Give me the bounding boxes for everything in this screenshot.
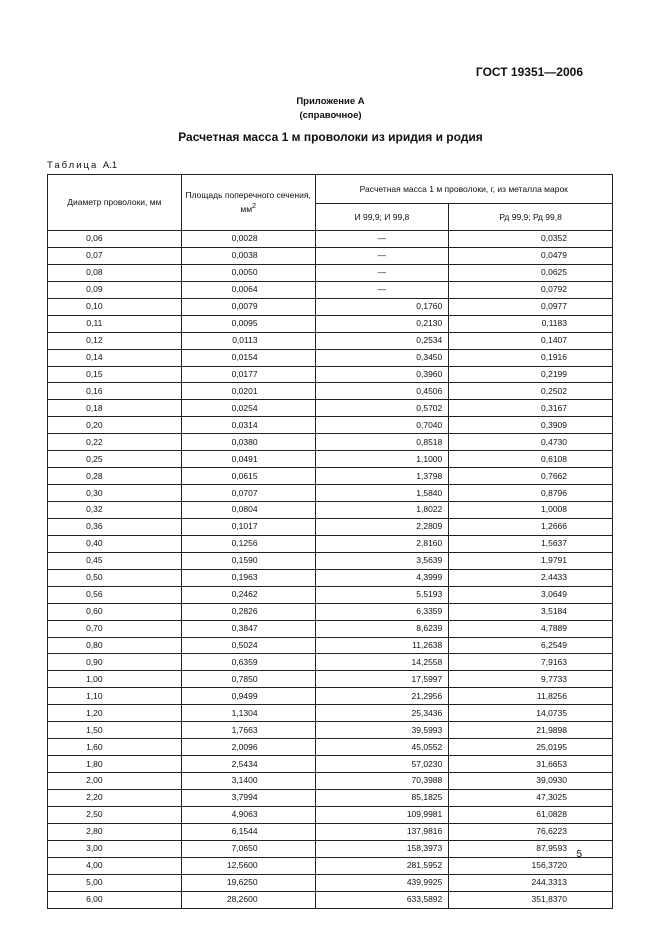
cell-diameter: 0,30 (48, 485, 182, 502)
table-row (48, 586, 613, 603)
table-row (48, 756, 613, 773)
cell-mass-rhodium: 0,4730 (449, 434, 613, 451)
cell-diameter: 0,08 (48, 264, 182, 281)
cell-area: 0,0314 (181, 417, 315, 434)
table-row (48, 773, 613, 790)
cell-mass-iridium: 439,9925 (315, 874, 449, 891)
cell-mass-rhodium: 0,6108 (449, 451, 613, 468)
cell-mass-iridium: 11,2638 (315, 637, 449, 654)
cell-mass-iridium: 57,0230 (315, 756, 449, 773)
cell-area: 0,7850 (181, 671, 315, 688)
cell-diameter: 2,80 (48, 823, 182, 840)
cell-area: 0,0177 (181, 366, 315, 383)
cell-area: 7,0650 (181, 840, 315, 857)
page-number: 5 (576, 849, 582, 860)
cell-diameter: 0,60 (48, 603, 182, 620)
table-row (48, 552, 613, 569)
cell-mass-iridium: 1,8022 (315, 502, 449, 519)
table-row (48, 705, 613, 722)
cell-diameter: 0,25 (48, 451, 182, 468)
table-row (48, 840, 613, 857)
cell-diameter: 1,50 (48, 722, 182, 739)
cell-area: 4,9063 (181, 806, 315, 823)
document-title: Расчетная масса 1 м проволоки из иридия и родия (178, 130, 483, 144)
table-row (48, 315, 613, 332)
cell-diameter: 0,36 (48, 518, 182, 535)
cell-area: 0,0064 (181, 281, 315, 298)
cell-mass-iridium: 0,7040 (315, 417, 449, 434)
cell-mass-rhodium: 1,0008 (449, 502, 613, 519)
table-row (48, 620, 613, 637)
cell-area: 0,0038 (181, 247, 315, 264)
cell-mass-iridium: 0,1760 (315, 298, 449, 315)
cell-area: 6,1544 (181, 823, 315, 840)
cell-area: 1,7663 (181, 722, 315, 739)
table-row (48, 654, 613, 671)
wire-mass-table (47, 174, 613, 909)
cell-mass-rhodium: 3,0649 (449, 586, 613, 603)
cell-mass-rhodium: 0,2502 (449, 383, 613, 400)
cell-mass-rhodium: 0,8796 (449, 485, 613, 502)
cell-mass-rhodium: 3,5184 (449, 603, 613, 620)
table-row (48, 264, 613, 281)
table-row (48, 502, 613, 519)
cell-area: 2,5434 (181, 756, 315, 773)
cell-diameter: 0,10 (48, 298, 182, 315)
cell-mass-rhodium: 6,2549 (449, 637, 613, 654)
table-row (48, 298, 613, 315)
cell-diameter: 0,90 (48, 654, 182, 671)
cell-mass-rhodium: 7,9163 (449, 654, 613, 671)
cell-mass-rhodium: 0,3167 (449, 400, 613, 417)
cell-diameter: 2,20 (48, 789, 182, 806)
cell-mass-rhodium: 39,0930 (449, 773, 613, 790)
cell-mass-rhodium: 0,0977 (449, 298, 613, 315)
cell-diameter: 0,40 (48, 535, 182, 552)
cell-area: 0,0154 (181, 349, 315, 366)
cell-mass-iridium: 0,4506 (315, 383, 449, 400)
table-row (48, 874, 613, 891)
cell-mass-rhodium: 0,7662 (449, 468, 613, 485)
cell-mass-iridium: 0,3450 (315, 349, 449, 366)
table-row (48, 722, 613, 739)
cell-diameter: 1,60 (48, 739, 182, 756)
header-area-superscript: 2 (252, 202, 256, 211)
cell-mass-iridium: 0,2130 (315, 315, 449, 332)
cell-mass-rhodium: 0,0792 (449, 281, 613, 298)
cell-area: 0,0707 (181, 485, 315, 502)
table-row (48, 349, 613, 366)
cell-area: 0,0201 (181, 383, 315, 400)
cell-area: 0,2462 (181, 586, 315, 603)
table-row (48, 247, 613, 264)
cell-mass-iridium: — (315, 247, 449, 264)
cell-mass-rhodium: 31,6653 (449, 756, 613, 773)
table-row (48, 569, 613, 586)
cell-mass-iridium: 3,5639 (315, 552, 449, 569)
cell-area: 1,1304 (181, 705, 315, 722)
cell-diameter: 1,00 (48, 671, 182, 688)
cell-mass-iridium: 6,3359 (315, 603, 449, 620)
cell-diameter: 0,06 (48, 231, 182, 248)
cell-diameter: 0,12 (48, 332, 182, 349)
cell-diameter: 0,09 (48, 281, 182, 298)
table-row (48, 417, 613, 434)
cell-area: 0,3847 (181, 620, 315, 637)
cell-diameter: 0,11 (48, 315, 182, 332)
cell-diameter: 0,18 (48, 400, 182, 417)
cell-mass-iridium: 25,3436 (315, 705, 449, 722)
cell-mass-iridium: 1,3798 (315, 468, 449, 485)
cell-area: 0,9499 (181, 688, 315, 705)
cell-mass-rhodium: 0,2199 (449, 366, 613, 383)
cell-mass-rhodium: 0,0479 (449, 247, 613, 264)
cell-area: 2,0096 (181, 739, 315, 756)
cell-mass-rhodium: 2,4433 (449, 569, 613, 586)
cell-mass-rhodium: 244,3313 (449, 874, 613, 891)
cell-diameter: 0,45 (48, 552, 182, 569)
cell-mass-iridium: 0,5702 (315, 400, 449, 417)
table-row (48, 688, 613, 705)
cell-area: 28,2600 (181, 891, 315, 908)
table-row (48, 468, 613, 485)
cell-mass-iridium: 633,5892 (315, 891, 449, 908)
cell-mass-rhodium: 1,5637 (449, 535, 613, 552)
cell-diameter: 5,00 (48, 874, 182, 891)
cell-diameter: 1,20 (48, 705, 182, 722)
cell-diameter: 0,20 (48, 417, 182, 434)
header-area (181, 175, 315, 231)
cell-diameter: 0,16 (48, 383, 182, 400)
cell-diameter: 1,80 (48, 756, 182, 773)
table-row (48, 518, 613, 535)
cell-area: 0,0113 (181, 332, 315, 349)
cell-area: 19,6250 (181, 874, 315, 891)
cell-area: 0,1017 (181, 518, 315, 535)
cell-mass-iridium: 85,1825 (315, 789, 449, 806)
cell-mass-iridium: 21,2956 (315, 688, 449, 705)
cell-mass-rhodium: 0,1183 (449, 315, 613, 332)
cell-area: 0,0050 (181, 264, 315, 281)
cell-mass-rhodium: 11,8256 (449, 688, 613, 705)
cell-mass-iridium: 8,6239 (315, 620, 449, 637)
cell-diameter: 6,00 (48, 891, 182, 908)
table-row (48, 671, 613, 688)
table-row (48, 739, 613, 756)
table-caption-number: А.1 (102, 160, 118, 171)
cell-diameter: 0,22 (48, 434, 182, 451)
standard-code: ГОСТ 19351—2006 (475, 65, 583, 79)
cell-mass-iridium: 281,5952 (315, 857, 449, 874)
cell-mass-iridium: 158,3973 (315, 840, 449, 857)
table-row (48, 603, 613, 620)
cell-area: 0,0380 (181, 434, 315, 451)
cell-diameter: 0,14 (48, 349, 182, 366)
cell-mass-rhodium: 0,1407 (449, 332, 613, 349)
table-row (48, 485, 613, 502)
table-row (48, 434, 613, 451)
cell-diameter: 0,15 (48, 366, 182, 383)
cell-mass-rhodium: 47,3025 (449, 789, 613, 806)
cell-area: 3,7994 (181, 789, 315, 806)
table-row (48, 366, 613, 383)
cell-mass-rhodium: 1,9791 (449, 552, 613, 569)
cell-diameter: 0,50 (48, 569, 182, 586)
cell-area: 0,5024 (181, 637, 315, 654)
cell-diameter: 0,07 (48, 247, 182, 264)
cell-mass-rhodium: 87,9593 (449, 840, 613, 857)
cell-mass-rhodium: 9,7733 (449, 671, 613, 688)
cell-mass-iridium: 0,2534 (315, 332, 449, 349)
header-area-text: Площадь поперечного сечения, мм (185, 190, 311, 214)
cell-mass-iridium: 14,2558 (315, 654, 449, 671)
cell-mass-rhodium: 1,2666 (449, 518, 613, 535)
annex-title: Приложение А (296, 96, 365, 107)
cell-mass-iridium: 45,0552 (315, 739, 449, 756)
table-row (48, 383, 613, 400)
cell-area: 0,6359 (181, 654, 315, 671)
cell-diameter: 4,00 (48, 857, 182, 874)
cell-mass-iridium: 5,5193 (315, 586, 449, 603)
annex-note: (справочное) (299, 110, 362, 121)
cell-mass-iridium: 70,3988 (315, 773, 449, 790)
cell-diameter: 0,70 (48, 620, 182, 637)
cell-area: 0,0804 (181, 502, 315, 519)
cell-area: 0,0079 (181, 298, 315, 315)
cell-mass-iridium: 109,9981 (315, 806, 449, 823)
table-row (48, 332, 613, 349)
cell-diameter: 3,00 (48, 840, 182, 857)
cell-area: 0,0254 (181, 400, 315, 417)
cell-mass-rhodium: 0,0625 (449, 264, 613, 281)
cell-mass-iridium: 1,1000 (315, 451, 449, 468)
cell-mass-iridium: 17,5997 (315, 671, 449, 688)
cell-mass-iridium: — (315, 231, 449, 248)
annex-heading (0, 95, 661, 123)
cell-mass-rhodium: 351,8370 (449, 891, 613, 908)
cell-diameter: 1,10 (48, 688, 182, 705)
table-row (48, 535, 613, 552)
cell-diameter: 0,56 (48, 586, 182, 603)
cell-mass-iridium: 0,8518 (315, 434, 449, 451)
cell-diameter: 2,50 (48, 806, 182, 823)
cell-mass-iridium: — (315, 264, 449, 281)
table-row (48, 281, 613, 298)
table-row (48, 806, 613, 823)
table-row (48, 857, 613, 874)
table-row (48, 400, 613, 417)
table-row (48, 451, 613, 468)
table-caption-word: Таблица (47, 160, 99, 171)
cell-mass-rhodium: 0,0352 (449, 231, 613, 248)
cell-mass-rhodium: 21,9898 (449, 722, 613, 739)
cell-mass-iridium: 4,3999 (315, 569, 449, 586)
cell-mass-rhodium: 0,3909 (449, 417, 613, 434)
cell-mass-rhodium: 76,6223 (449, 823, 613, 840)
cell-mass-rhodium: 0,1916 (449, 349, 613, 366)
cell-mass-rhodium: 25,0195 (449, 739, 613, 756)
table-row (48, 231, 613, 248)
cell-mass-rhodium: 156,3720 (449, 857, 613, 874)
cell-area: 0,1590 (181, 552, 315, 569)
cell-area: 0,1256 (181, 535, 315, 552)
cell-mass-iridium: 0,3960 (315, 366, 449, 383)
cell-mass-iridium: 137,9816 (315, 823, 449, 840)
table-row (48, 823, 613, 840)
cell-area: 0,0095 (181, 315, 315, 332)
cell-diameter: 0,32 (48, 502, 182, 519)
cell-area: 3,1400 (181, 773, 315, 790)
cell-area: 12,5600 (181, 857, 315, 874)
cell-mass-iridium: 39,5993 (315, 722, 449, 739)
cell-mass-iridium: 1,5840 (315, 485, 449, 502)
cell-mass-iridium: 2,8160 (315, 535, 449, 552)
header-mass: Расчетная масса 1 м проволоки, г, из металла марок (315, 175, 612, 204)
table-row (48, 789, 613, 806)
table-row (48, 637, 613, 654)
table-body (48, 231, 613, 909)
cell-area: 0,0491 (181, 451, 315, 468)
cell-diameter: 2,00 (48, 773, 182, 790)
cell-diameter: 0,80 (48, 637, 182, 654)
cell-area: 0,0028 (181, 231, 315, 248)
cell-mass-rhodium: 14,0735 (449, 705, 613, 722)
cell-area: 0,0615 (181, 468, 315, 485)
cell-mass-iridium: — (315, 281, 449, 298)
cell-mass-rhodium: 4,7889 (449, 620, 613, 637)
header-rhodium: Рд 99,9; Рд 99,8 (449, 204, 613, 231)
cell-area: 0,2826 (181, 603, 315, 620)
cell-diameter: 0,28 (48, 468, 182, 485)
table-row (48, 891, 613, 908)
table-caption (47, 160, 117, 171)
cell-mass-rhodium: 61,0828 (449, 806, 613, 823)
header-diameter: Диаметр проволоки, мм (48, 175, 182, 231)
cell-mass-iridium: 2,2809 (315, 518, 449, 535)
header-iridium: И 99,9; И 99,8 (315, 204, 449, 231)
cell-area: 0,1963 (181, 569, 315, 586)
